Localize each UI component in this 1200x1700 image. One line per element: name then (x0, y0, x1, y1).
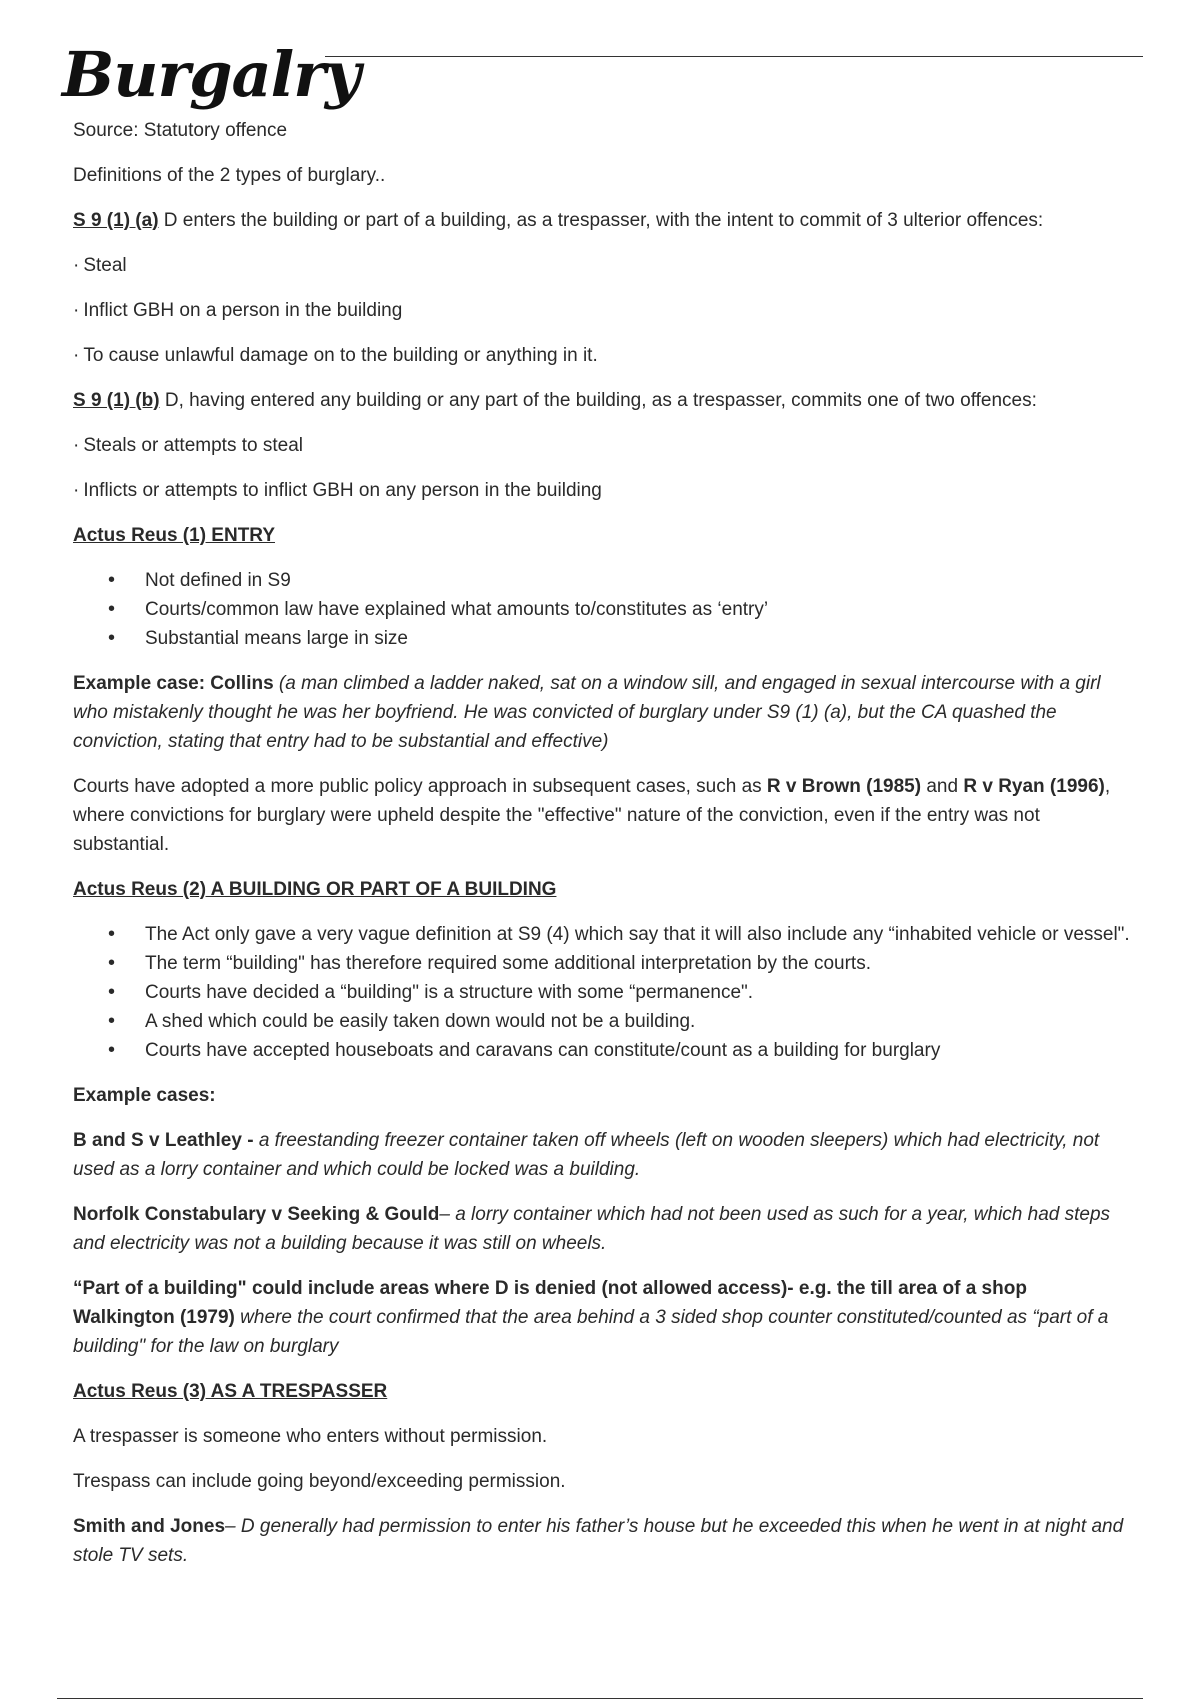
bullet-dot: · (73, 345, 80, 366)
page-title: Burgalry (62, 38, 360, 111)
part-of-building-note: “Part of a building" could include areas where D is denied (not allowed access)- e.g. the till area of a shop (73, 1278, 1027, 1299)
s91b-item (73, 431, 1133, 460)
section-heading-entry: Actus Reus (1) ENTRY (73, 525, 275, 546)
s91a-item (73, 341, 1133, 370)
list-item: • Courts/common law have explained what amounts to/constitutes as ‘entry’ (73, 595, 1133, 624)
section-heading-building: Actus Reus (2) A BUILDING OR PART OF A BUILDING (73, 879, 557, 900)
bullet-dot: · (73, 480, 80, 501)
policy-text: and (921, 776, 964, 797)
collins-example (73, 669, 1133, 756)
document-body (73, 116, 1133, 1586)
example-cases-label: Example cases: (73, 1085, 216, 1106)
source-line: Source: Statutory offence (73, 120, 288, 141)
case-name: B and S v Leathley - (73, 1130, 254, 1151)
collins-label: Example case: Collins (73, 673, 274, 694)
list-item: • A shed which could be easily taken down would not be a building. (73, 1007, 1133, 1036)
s91b-item-text: Inflicts or attempts to inflict GBH on any person in the building (83, 480, 602, 501)
smith-jones-case (73, 1512, 1133, 1570)
entry-bullet-list (73, 566, 1133, 653)
s91b-definition (73, 386, 1133, 415)
s91b-item (73, 476, 1133, 505)
trespasser-definition: A trespasser is someone who enters without permission. (73, 1426, 548, 1447)
s91a-item (73, 251, 1133, 280)
s91b-text: D, having entered any building or any part of the building, as a trespasser, commits one of two offences: (159, 390, 1037, 411)
bullet-dot: · (73, 435, 80, 456)
norfolk-case (73, 1200, 1133, 1258)
s91a-text: D enters the building or part of a building, as a trespasser, with the intent to commit of 3 ulterior offences: (158, 210, 1044, 231)
collins-text: (a man climbed a ladder naked, sat on a window sill, and engaged in sexual intercourse with a girl who mistakenly thought he was her boyfriend. He was convicted of burglary under S9 (1) (a), but the CA quashed the conviction, stating that entry had to be substantial and effective) (73, 673, 1101, 752)
bullet-dot: · (73, 300, 80, 321)
case-name: Smith and Jones (73, 1516, 226, 1537)
footer-rule (57, 1698, 1143, 1699)
list-item: • Courts have accepted houseboats and caravans can constitute/count as a building for burglary (73, 1036, 1133, 1065)
case-text: where the court confirmed that the area behind a 3 sided shop counter constituted/counted as “part of a building" for the law on burglary (73, 1307, 1109, 1357)
case-text: a freestanding freezer container taken off wheels (left on wooden sleepers) which had electricity, not used as a lorry container and which could be locked was a building. (73, 1130, 1100, 1180)
s91a-item-text: To cause unlawful damage on to the building or anything in it. (83, 345, 598, 366)
s91b-ref: S 9 (1) (b) (73, 390, 160, 411)
s91a-ref: S 9 (1) (a) (73, 210, 159, 231)
definitions-intro: Definitions of the 2 types of burglary.. (73, 165, 386, 186)
list-item: • Substantial means large in size (73, 624, 1133, 653)
title-rule (325, 56, 1143, 57)
bullet-dot: · (73, 255, 80, 276)
case-name-brown: R v Brown (1985) (766, 776, 922, 797)
s91a-item (73, 296, 1133, 325)
list-item: • Courts have decided a “building" is a structure with some “permanence". (73, 978, 1133, 1007)
case-text: – a lorry container which had not been used as such for a year, which had steps and electricity was not a building because it was still on wheels. (73, 1204, 1111, 1254)
list-item: • Not defined in S9 (73, 566, 1133, 595)
walkington-case (73, 1303, 1133, 1361)
policy-text: , where convictions for burglary were upheld despite the "effective" nature of the conviction, even if the entry was not substantial. (73, 776, 1111, 855)
public-policy-paragraph (73, 772, 1133, 859)
leathley-case (73, 1126, 1133, 1184)
case-name: Walkington (1979) (73, 1307, 235, 1328)
s91a-definition (73, 206, 1133, 235)
list-item: • The Act only gave a very vague definition at S9 (4) which say that it will also include any “inhabited vehicle or vessel". (73, 920, 1133, 949)
policy-text: Courts have adopted a more public policy approach in subsequent cases, such as (73, 776, 767, 797)
case-name-ryan: R v Ryan (1996) (963, 776, 1105, 797)
s91a-item-text: Steal (83, 255, 127, 276)
section-heading-trespasser: Actus Reus (3) AS A TRESPASSER (73, 1381, 388, 1402)
building-bullet-list (73, 920, 1133, 1065)
case-name: Norfolk Constabulary v Seeking & Gould (73, 1204, 440, 1225)
s91b-item-text: Steals or attempts to steal (83, 435, 303, 456)
case-text: – D generally had permission to enter his father’s house but he exceeded this when he went in at night and stole TV sets. (73, 1516, 1124, 1566)
trespass-scope: Trespass can include going beyond/exceeding permission. (73, 1471, 566, 1492)
title-area (62, 30, 360, 120)
list-item: • The term “building" has therefore required some additional interpretation by the courts. (73, 949, 1133, 978)
s91a-item-text: Inflict GBH on a person in the building (83, 300, 403, 321)
